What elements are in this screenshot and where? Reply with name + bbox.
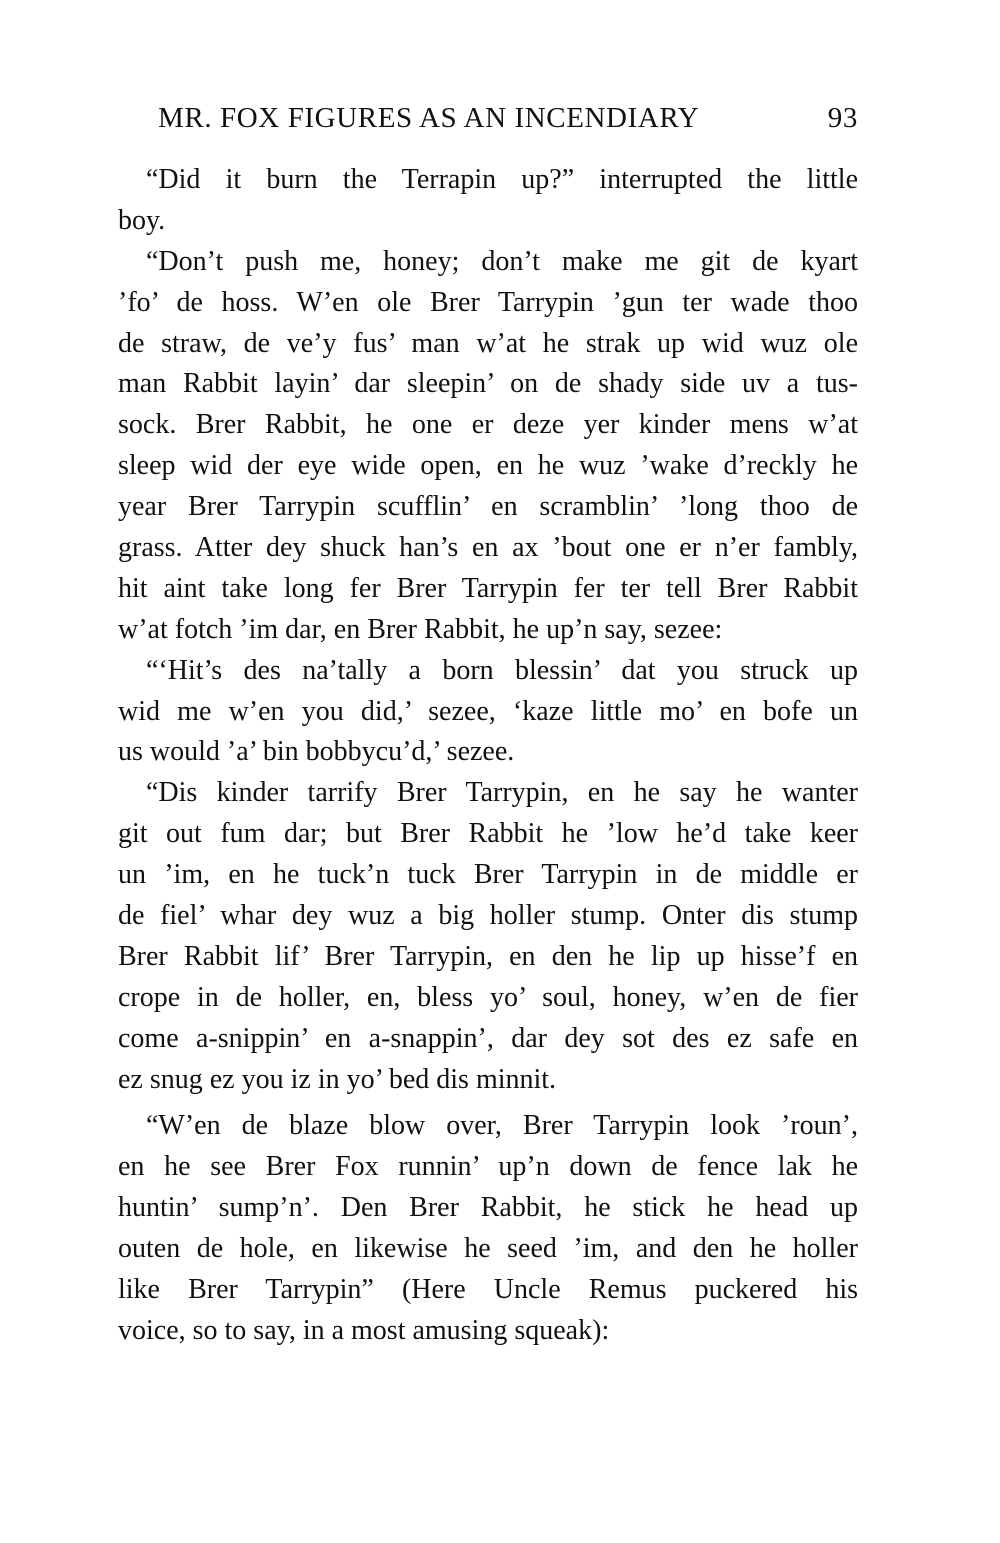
text-line: de straw, de ve’y fus’ man w’at he strak up wid wuz ole: [118, 327, 858, 359]
text-line: git out fum dar; but Brer Rabbit he ’low he’d take keer: [118, 818, 858, 850]
text-line: man Rabbit layin’ dar sleepin’ on de shady side uv a tus-: [118, 368, 858, 400]
text-line: wid me w’en you did,’ sezee, ‘kaze little mo’ en bofe un: [118, 695, 858, 727]
text-line: “Dis kinder tarrify Brer Tarrypin, en he say he wanter: [146, 777, 858, 809]
text-line: w’at fotch ’im dar, en Brer Rabbit, he up’n say, sezee:: [118, 613, 723, 645]
text-line: hit aint take long fer Brer Tarrypin fer ter tell Brer Rabbit: [118, 572, 858, 604]
body-text: [118, 160, 858, 1352]
text-line: voice, so to say, in a most amusing squeak):: [118, 1314, 610, 1346]
text-line: crope in de holler, en, bless yo’ soul, honey, w’en de fier: [118, 981, 858, 1013]
running-head: [158, 102, 858, 142]
text-line: year Brer Tarrypin scufflin’ en scramblin’ ’long thoo de: [118, 491, 858, 523]
text-line: outen de hole, en likewise he seed ’im, and den he holler: [118, 1233, 858, 1265]
text-line: “‘Hit’s des na’tally a born blessin’ dat you struck up: [146, 654, 858, 686]
text-line: “W’en de blaze blow over, Brer Tarrypin look ’roun’,: [146, 1110, 858, 1142]
text-line: un ’im, en he tuck’n tuck Brer Tarrypin in de middle er: [118, 859, 858, 891]
text-line: “Did it burn the Terrapin up?” interrupted the little: [146, 164, 858, 195]
text-line: de fiel’ whar dey wuz a big holler stump. Onter dis stump: [118, 900, 858, 932]
text-line: grass. Atter dey shuck han’s en ax ’bout one er n’er fambly,: [118, 532, 858, 564]
text-line: sleep wid der eye wide open, en he wuz ’wake d’reckly he: [118, 450, 858, 482]
text-line: boy.: [118, 204, 166, 236]
text-line: en he see Brer Fox runnin’ up’n down de fence lak he: [118, 1151, 858, 1183]
text-line: us would ’a’ bin bobbycu’d,’ sezee.: [118, 736, 515, 768]
text-line: come a-snippin’ en a-snappin’, dar dey sot des ez safe en: [118, 1022, 858, 1054]
text-line: “Don’t push me, honey; don’t make me git de kyart: [146, 245, 858, 277]
text-line: huntin’ sump’n’. Den Brer Rabbit, he stick he head up: [118, 1192, 858, 1224]
text-line: like Brer Tarrypin” (Here Uncle Remus puckered his: [118, 1274, 858, 1306]
running-title: MR. FOX FIGURES AS AN INCENDIARY: [158, 102, 700, 134]
text-line: ez snug ez you iz in yo’ bed dis minnit.: [118, 1063, 557, 1095]
page-number: 93: [827, 102, 858, 134]
text-line: Brer Rabbit lif’ Brer Tarrypin, en den he lip up hisse’f en: [118, 940, 858, 972]
text-line: sock. Brer Rabbit, he one er deze yer kinder mens w’at: [118, 409, 858, 441]
text-line: ’fo’ de hoss. W’en ole Brer Tarrypin ’gun ter wade thoo: [118, 286, 858, 318]
